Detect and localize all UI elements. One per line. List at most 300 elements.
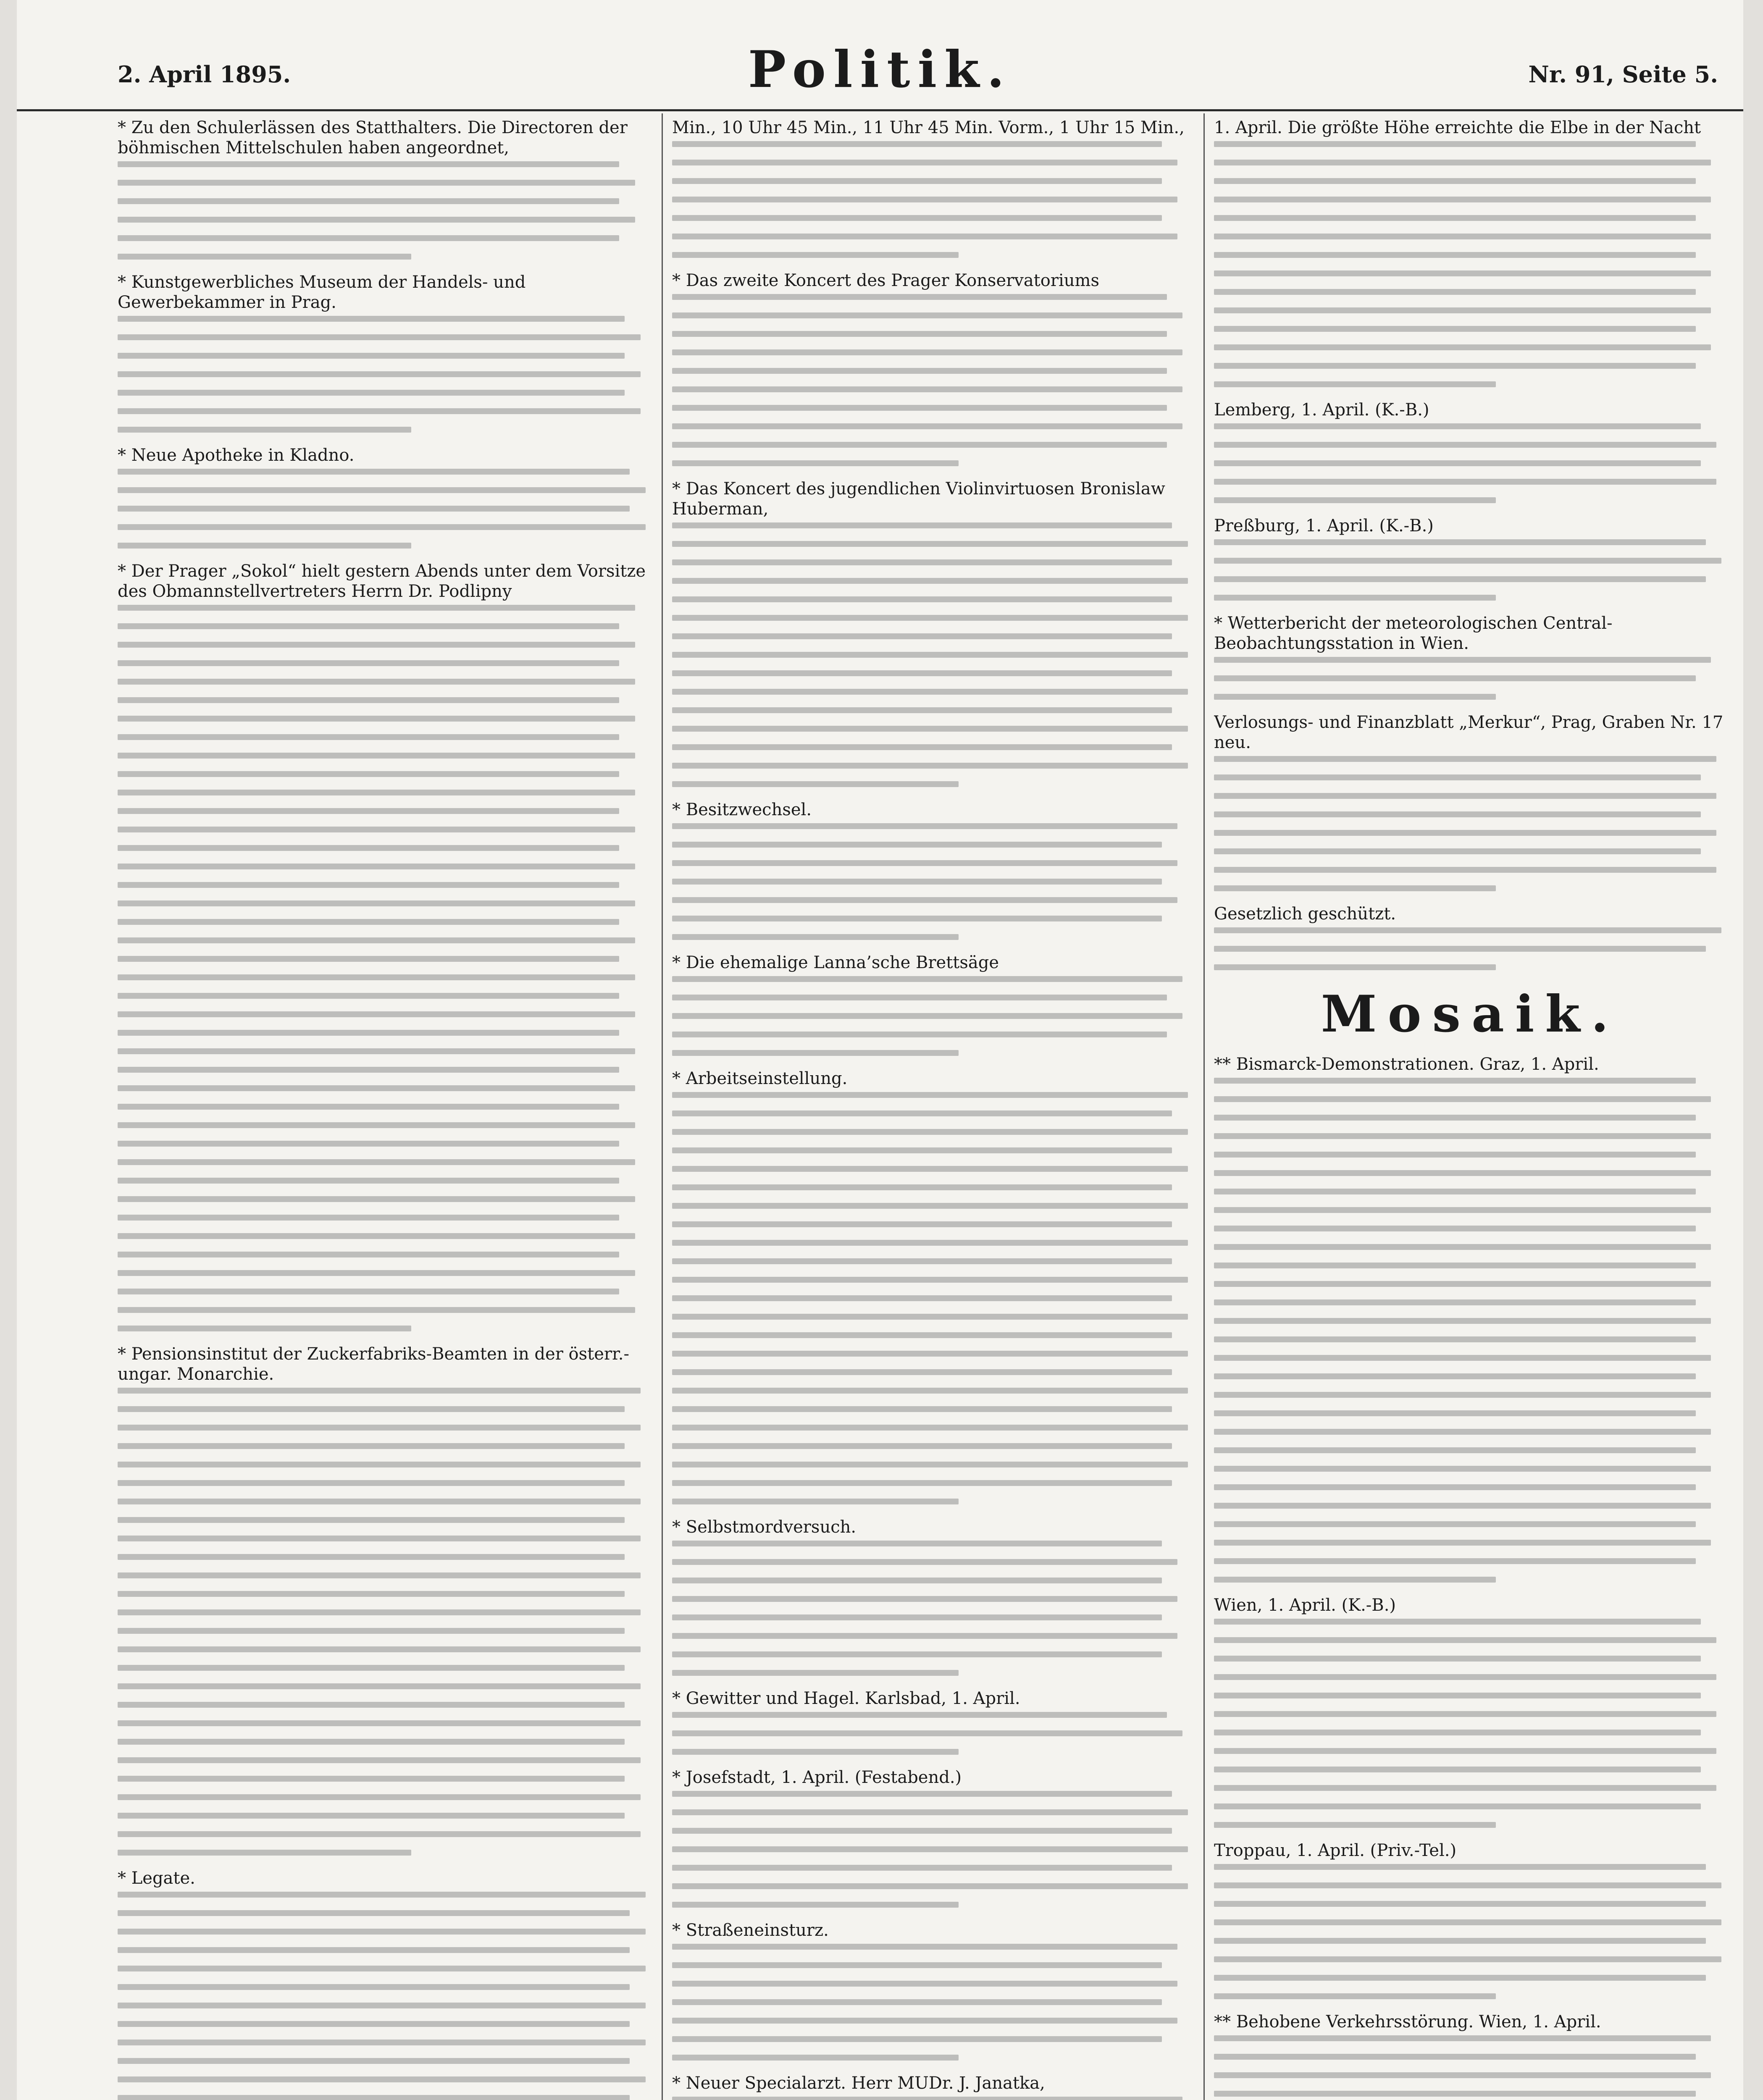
article-lead: * Neuer Specialarzt. Herr MUDr. J. Janatka, (672, 2074, 1045, 2093)
article-lead: Wien, 1. April. (K.-B.) (1214, 1596, 1396, 1615)
text-line (1214, 1767, 1701, 1772)
text-line (118, 1326, 411, 1331)
article (118, 561, 651, 1331)
text-line (118, 1104, 619, 1110)
text-line (672, 1670, 959, 1676)
text-line (672, 1110, 1172, 1116)
text-line (1214, 1882, 1721, 1888)
text-line (672, 2018, 1177, 2024)
text-line (672, 726, 1188, 732)
text-line (118, 543, 411, 549)
text-line (118, 1011, 635, 1017)
text-line (1214, 1919, 1721, 1925)
text-line (672, 1166, 1188, 1172)
text-line (118, 390, 625, 396)
text-line (672, 1013, 1182, 1019)
text-line (1214, 252, 1696, 258)
article-lead: Min., 10 Uhr 45 Min., 11 Uhr 45 Min. Vorm., 1 Uhr 15 Min., (672, 118, 1185, 137)
text-line (672, 596, 1172, 602)
text-line (118, 623, 619, 629)
issue-number: Nr. 91, Seite 5. (1528, 61, 1718, 88)
text-line (118, 1929, 646, 1935)
text-line (1214, 595, 1496, 601)
text-line (672, 2055, 959, 2061)
text-line (1214, 1711, 1716, 1717)
text-line (672, 234, 1177, 239)
text-line (118, 487, 646, 493)
text-line (1214, 1189, 1696, 1194)
article-lead: * Selbstmordversuch. (672, 1517, 857, 1537)
text-line (1214, 675, 1696, 681)
text-line (1214, 1410, 1696, 1416)
text-line (672, 1559, 1177, 1565)
text-line (1214, 1466, 1711, 1472)
text-line (672, 1499, 959, 1504)
text-line (1214, 1152, 1696, 1158)
text-line (118, 1462, 641, 1467)
text-line (1214, 363, 1696, 369)
article-lead: * Wetterbericht der meteorologischen Central-Beobachtungsstation in Wien. (1214, 614, 1613, 653)
article (672, 1517, 1193, 1676)
text-line (1214, 270, 1711, 276)
text-line (672, 1712, 1167, 1718)
text-line (1214, 197, 1711, 202)
text-line (672, 2036, 1162, 2042)
text-line (118, 642, 635, 648)
text-line (672, 442, 1167, 448)
text-line (672, 1614, 1162, 1620)
text-line (1214, 2035, 1711, 2041)
text-line (118, 1480, 625, 1486)
text-line (672, 252, 959, 258)
article (672, 270, 1193, 466)
text-line (672, 405, 1167, 411)
text-line (672, 707, 1172, 713)
text-line (672, 578, 1188, 584)
text-line (118, 937, 635, 943)
article (118, 445, 651, 549)
text-line (118, 1307, 635, 1313)
text-line (1214, 1864, 1706, 1870)
text-line (672, 823, 1177, 829)
section-title: Politik. (748, 40, 1012, 99)
article-lead: * Zu den Schulerlässen des Statthalters. Die Directoren der böhmischen Mittelschulen haben angeordnet, (118, 118, 628, 158)
text-line (1214, 1993, 1496, 1999)
article (118, 118, 651, 260)
text-line (672, 460, 959, 466)
text-line (1214, 234, 1711, 239)
text-line (1214, 830, 1716, 836)
text-line (1214, 1577, 1496, 1583)
text-line (118, 1178, 619, 1184)
text-line (118, 1646, 641, 1652)
text-line (118, 919, 619, 925)
text-line (1214, 442, 1716, 448)
text-line (672, 1050, 959, 1056)
text-line (1214, 1207, 1711, 1213)
article-lead: * Gewitter und Hagel. Karlsbad, 1. April. (672, 1689, 1020, 1708)
text-line (1214, 1484, 1696, 1490)
text-line (1214, 326, 1696, 332)
text-line (1214, 1785, 1716, 1791)
article-lead: * Kunstgewerbliches Museum der Handels- und Gewerbekammer in Prag. (118, 273, 526, 312)
text-line (1214, 811, 1701, 817)
text-line (118, 408, 641, 414)
text-line (1214, 927, 1721, 933)
text-line (1214, 657, 1711, 663)
text-line (118, 469, 630, 475)
text-line (118, 845, 619, 851)
text-line (118, 1776, 625, 1782)
text-line (1214, 1244, 1711, 1250)
text-line (118, 1966, 646, 1971)
text-line (118, 1388, 641, 1394)
text-line (118, 2040, 646, 2045)
text-line (672, 294, 1167, 300)
text-line (1214, 1637, 1716, 1643)
article (672, 1920, 1193, 2061)
text-line (672, 559, 1172, 565)
text-line (118, 1048, 635, 1054)
text-line (1214, 867, 1716, 873)
text-line (118, 827, 635, 832)
text-line (672, 1902, 959, 1908)
text-line (672, 860, 1177, 866)
text-line (118, 697, 619, 703)
text-line (118, 660, 619, 666)
text-line (672, 312, 1182, 318)
text-line (1214, 1521, 1696, 1527)
text-line (672, 1480, 1172, 1486)
text-line (1214, 1748, 1716, 1754)
column-rule (662, 113, 663, 2100)
article-lead: Troppau, 1. April. (Priv.-Tel.) (1214, 1841, 1457, 1860)
issue-date: 2. April 1895. (118, 61, 291, 88)
text-line (1214, 1938, 1706, 1944)
text-line (672, 1406, 1172, 1412)
text-line (118, 1141, 619, 1147)
text-line (118, 1067, 619, 1073)
text-line (118, 956, 619, 962)
text-line (672, 1203, 1188, 1209)
text-line (1214, 1355, 1711, 1361)
text-line (118, 2076, 646, 2082)
text-line (118, 1406, 625, 1412)
text-line (672, 1633, 1177, 1639)
text-line (118, 1984, 630, 1990)
text-line (1214, 539, 1706, 545)
text-line (1214, 141, 1696, 147)
text-line (672, 670, 1172, 676)
text-line (1214, 1674, 1716, 1680)
text-line (118, 254, 411, 260)
text-line (118, 2003, 646, 2008)
text-line (672, 423, 1182, 429)
text-line (1214, 1447, 1696, 1453)
text-line (118, 2095, 630, 2100)
text-line (118, 371, 641, 377)
text-line (672, 1351, 1188, 1357)
text-line (1214, 1281, 1711, 1287)
text-line (1214, 423, 1701, 429)
text-line (118, 864, 635, 869)
text-line (672, 976, 1182, 982)
text-line (1214, 964, 1496, 970)
article (1214, 118, 1726, 387)
column-2 (672, 118, 1193, 2100)
text-line (672, 178, 1162, 184)
text-line (118, 679, 635, 685)
text-line (118, 1739, 625, 1745)
text-line (118, 1517, 625, 1523)
text-line (672, 995, 1167, 1000)
text-line (118, 1536, 641, 1541)
text-line (672, 879, 1162, 885)
text-line (118, 1665, 625, 1671)
text-line (672, 1791, 1172, 1797)
article (1214, 2012, 1726, 2100)
text-line (1214, 848, 1701, 854)
column-3 (1214, 118, 1726, 2100)
text-line (118, 2021, 630, 2027)
text-line (672, 1258, 1172, 1264)
text-line (672, 386, 1182, 392)
text-line (1214, 885, 1496, 891)
text-line (118, 1892, 646, 1898)
text-line (118, 771, 619, 777)
text-line (672, 1369, 1172, 1375)
text-line (1214, 793, 1716, 799)
text-line (672, 331, 1167, 337)
text-line (1214, 1336, 1696, 1342)
text-line (672, 1999, 1162, 2005)
text-line (118, 353, 625, 359)
text-line (672, 2097, 1182, 2100)
text-line (118, 217, 635, 223)
article-lead: * Das zweite Koncert des Prager Konservatoriums (672, 271, 1099, 290)
text-line (1214, 1429, 1711, 1435)
article (1214, 904, 1726, 970)
text-line (1214, 1822, 1496, 1828)
text-line (672, 1651, 1162, 1657)
text-line (118, 1850, 411, 1856)
article (672, 953, 1193, 1056)
text-line (672, 1944, 1177, 1950)
article-lead: * Neue Apotheke in Kladno. (118, 446, 355, 465)
text-line (672, 215, 1162, 221)
text-line (1214, 1115, 1696, 1121)
text-line (672, 916, 1162, 921)
text-line (118, 753, 635, 759)
text-line (118, 605, 635, 611)
text-line (672, 349, 1182, 355)
column-1 (118, 118, 651, 2100)
text-line (1214, 289, 1696, 295)
article (672, 1688, 1193, 1755)
text-line (672, 1981, 1177, 1987)
mosaik-heading: Mosaik. (1321, 984, 1620, 1044)
text-line (118, 1030, 619, 1036)
text-line (1214, 1503, 1711, 1509)
text-line (1214, 460, 1701, 466)
text-line (1214, 497, 1496, 503)
article (672, 1767, 1193, 1908)
text-line (118, 1270, 635, 1276)
article-lead: * Das Koncert des jugendlichen Violinvirtuosen Bronislaw Huberman, (672, 479, 1165, 519)
text-line (1214, 1373, 1696, 1379)
text-line (672, 1730, 1182, 1736)
text-line (1214, 1803, 1701, 1809)
text-line (672, 652, 1188, 658)
text-line (672, 1147, 1172, 1153)
article-lead: ** Bismarck-Demonstrationen. Graz, 1. April. (1214, 1055, 1599, 1074)
text-line (1214, 1299, 1696, 1305)
text-line (1214, 946, 1706, 952)
text-line (672, 1221, 1172, 1227)
text-line (1214, 215, 1696, 221)
text-line (1214, 344, 1711, 350)
article-lead: * Arbeitseinstellung. (672, 1069, 848, 1088)
text-line (1214, 1226, 1696, 1231)
text-line (1214, 1392, 1711, 1398)
text-line (672, 197, 1177, 202)
text-line (1214, 1263, 1696, 1268)
text-line (672, 1240, 1188, 1246)
text-line (1214, 1901, 1706, 1907)
article (1214, 1595, 1726, 1828)
text-line (1214, 558, 1721, 564)
text-line (118, 1122, 635, 1128)
text-line (118, 1831, 641, 1837)
article-lead: * Legate. (118, 1869, 195, 1888)
text-line (118, 1910, 630, 1916)
article (118, 272, 651, 433)
text-line (1214, 1730, 1701, 1735)
text-line (118, 900, 635, 906)
article (118, 1868, 651, 2100)
text-line (118, 1609, 641, 1615)
article (1214, 613, 1726, 700)
newspaper-page (17, 0, 1743, 2100)
text-line (118, 734, 619, 740)
text-line (672, 1596, 1177, 1602)
article-lead: * Pensionsinstitut der Zuckerfabriks-Beamten in der österr.-ungar. Monarchie. (118, 1344, 629, 1384)
article (1214, 712, 1726, 891)
text-line (672, 1749, 959, 1755)
column-rule (1203, 113, 1205, 2100)
article (1214, 1054, 1726, 1583)
text-line (1214, 1096, 1711, 1102)
text-line (1214, 2054, 1696, 2060)
article (672, 1068, 1193, 1504)
text-line (672, 1332, 1172, 1338)
text-line (118, 1591, 625, 1597)
article-lead: ** Behobene Verkehrsstörung. Wien, 1. April. (1214, 2012, 1601, 2032)
article-lead: Verlosungs- und Finanzblatt „Merkur“, Prag, Graben Nr. 17 neu. (1214, 713, 1724, 752)
text-line (1214, 774, 1701, 780)
article-lead: 1. April. Die größte Höhe erreichte die Elbe in der Nacht (1214, 118, 1701, 137)
text-line (118, 974, 635, 980)
article (1214, 1840, 1726, 1999)
text-line (118, 1499, 641, 1504)
text-line (1214, 694, 1496, 700)
text-line (672, 1828, 1172, 1834)
text-line (672, 1295, 1172, 1301)
article-lead: * Josefstadt, 1. April. (Festabend.) (672, 1768, 962, 1787)
text-line (672, 1425, 1188, 1431)
text-line (118, 1720, 641, 1726)
text-line (118, 993, 619, 999)
text-line (1214, 1693, 1701, 1698)
text-line (1214, 1078, 1696, 1084)
text-line (118, 790, 635, 795)
text-line (118, 1196, 635, 1202)
text-line (672, 1092, 1188, 1098)
text-line (118, 1702, 625, 1708)
article (1214, 516, 1726, 601)
article (672, 800, 1193, 940)
text-line (672, 1184, 1172, 1190)
text-line (1214, 2091, 1696, 2097)
text-line (672, 1578, 1162, 1583)
text-line (118, 1554, 625, 1560)
article-lead: * Die ehemalige Lanna’sche Brettsäge (672, 953, 999, 972)
article (118, 1344, 651, 1856)
text-line (1214, 1956, 1721, 1962)
text-line (118, 1572, 641, 1578)
text-line (1214, 479, 1716, 485)
text-line (118, 2058, 630, 2064)
text-line (118, 716, 635, 722)
text-line (672, 633, 1172, 639)
text-line (1214, 307, 1711, 313)
text-line (118, 180, 635, 186)
text-line (672, 160, 1177, 165)
text-line (672, 1962, 1162, 1968)
text-line (118, 882, 619, 888)
text-line (1214, 1558, 1696, 1564)
text-line (1214, 1656, 1701, 1662)
text-line (672, 1032, 1167, 1037)
text-line (1214, 1318, 1711, 1324)
text-line (1214, 756, 1716, 762)
text-line (672, 689, 1188, 695)
text-line (118, 1813, 625, 1819)
text-line (672, 897, 1177, 903)
text-line (118, 1252, 619, 1257)
text-line (118, 1425, 641, 1431)
text-line (118, 1159, 635, 1165)
text-line (1214, 1170, 1711, 1176)
text-line (672, 1809, 1188, 1815)
text-line (118, 1683, 641, 1689)
article-lead: * Der Prager „Sokol“ hielt gestern Abends unter dem Vorsitze des Obmannstellvertreters Herrn Dr. Podlipny (118, 562, 646, 601)
text-line (672, 1129, 1188, 1135)
article (672, 479, 1193, 787)
text-line (672, 744, 1172, 750)
text-line (118, 1233, 635, 1239)
text-line (1214, 1540, 1711, 1546)
text-line (118, 1443, 625, 1449)
text-line (118, 316, 625, 322)
article-lead: * Besitzwechsel. (672, 800, 812, 819)
text-line (672, 522, 1172, 528)
article (672, 2073, 1193, 2100)
text-line (672, 842, 1162, 848)
text-line (672, 1443, 1172, 1449)
text-line (118, 1289, 619, 1294)
text-line (118, 1794, 641, 1800)
